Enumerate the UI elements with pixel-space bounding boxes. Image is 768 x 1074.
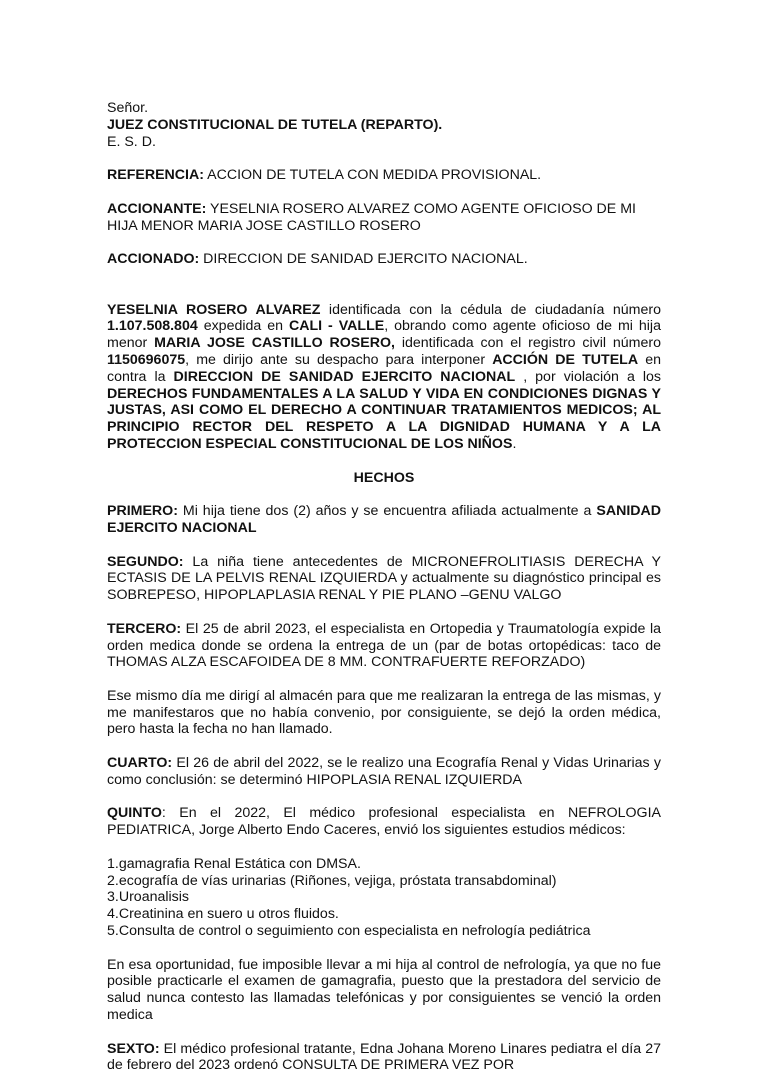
sexto-paragraph: SEXTO: El médico profesional tratante, Edna Johana Moreno Linares pediatra el día 27 de febrero del 2023 ordenó CONSULTA DE PRIMERA VEZ POR: [107, 1040, 661, 1074]
segundo-paragraph: SEGUNDO: La niña tiene antecedentes de MICRONEFROLITIASIS DERECHA Y ECTASIS DE LA PELVIS RENAL IZQUIERDA y actualmente su diagnóstico principal es SOBREPESO, HIPOPLAPLASIA RENAL Y PIE PLANO –GENU VALGO: [107, 553, 661, 604]
addressee: JUEZ CONSTITUCIONAL DE TUTELA (REPARTO).: [107, 116, 443, 133]
tercero-paragraph: TERCERO: El 25 de abril 2023, el especialista en Ortopedia y Traumatología expide la orden medica donde se ordena la entrega de un (par de botas ortopédicas: taco de THOMAS ALZA ESCAFOIDEA DE 8 MM. CONTRAFUERTE REFORZADO): [107, 620, 661, 671]
cuarto-paragraph: CUARTO: El 26 de abril del 2022, se le realizo una Ecografía Renal y Vidas Urinarias y como conclusión: se determinó HIPOPLASIA RENAL IZQUIERDA: [107, 755, 661, 788]
esd: E. S. D.: [107, 133, 156, 150]
list-item: 1.gamagrafia Renal Estática con DMSA.: [107, 855, 361, 872]
list-item: 2.ecografía de vías urinarias (Riñones, vejiga, próstata transabdominal): [107, 872, 557, 889]
accionante: ACCIONANTE: YESELNIA ROSERO ALVAREZ COMO AGENTE OFICIOSO DE MI HIJA MENOR MARIA JOSE CASTILLO ROSERO: [107, 200, 636, 234]
list-item: 5.Consulta de control o seguimiento con especialista en nefrología pediátrica: [107, 923, 591, 940]
tercero-continuation: Ese mismo día me dirigí al almacén para que me realizaran la entrega de las mismas, y me manifestaros que no había convenio, por consiguiente, se dejó la orden médica, pero hasta la fecha no han llamado.: [107, 687, 661, 738]
list-item: 3.Uroanalisis: [107, 889, 190, 906]
quinto-continuation: En esa oportunidad, fue imposible llevar a mi hija al control de nefrología, ya que no fue posible practicarle el examen de gamagrafia, puesto que la prestadora del servicio de salud nunca contesto las llamadas telefónicas y por consiguientes se venció la orden medica: [107, 956, 661, 1024]
intro-paragraph: YESELNIA ROSERO ALVAREZ identificada con la cédula de ciudadanía número 1.107.508.804 expedida en CALI - VALLE, obrando como agente oficioso de mi hija menor MARIA JOSE CASTILLO ROSERO, identificada con el registro civil número 1150696075, me dirijo ante su despacho para interponer ACCIÓN DE TUTELA en contra la DIRECCION DE SANIDAD EJERCITO NACIONAL , por violación a los DERECHOS FUNDAMENTALES A LA SALUD Y VIDA EN CONDICIONES DIGNAS Y JUSTAS, ASI COMO EL DERECHO A CONTINUAR TRATAMIENTOS MEDICOS; AL PRINCIPIO RECTOR DEL RESPETO A LA DIGNIDAD HUMANA Y A LA PROTECCION ESPECIAL CONSTITUCIONAL DE LOS NIÑOS.: [107, 301, 662, 452]
list-item: 4.Creatinina en suero u otros fluidos.: [107, 906, 339, 923]
greeting: Señor.: [107, 100, 149, 116]
quinto-paragraph: QUINTO: En el 2022, El médico profesional especialista en NEFROLOGIA PEDIATRICA, Jorge Alberto Endo Caceres, envió los siguientes estudios médicos:: [107, 805, 661, 839]
hechos-title: HECHOS: [353, 469, 415, 486]
accionado: ACCIONADO: DIRECCION DE SANIDAD EJERCITO NACIONAL.: [107, 251, 528, 268]
studies-list: [107, 856, 661, 940]
referencia: REFERENCIA: ACCION DE TUTELA CON MEDIDA PROVISIONAL.: [107, 167, 542, 184]
primero-paragraph: PRIMERO: Mi hija tiene dos (2) años y se encuentra afiliada actualmente a SANIDAD EJERCITO NACIONAL: [107, 503, 661, 536]
